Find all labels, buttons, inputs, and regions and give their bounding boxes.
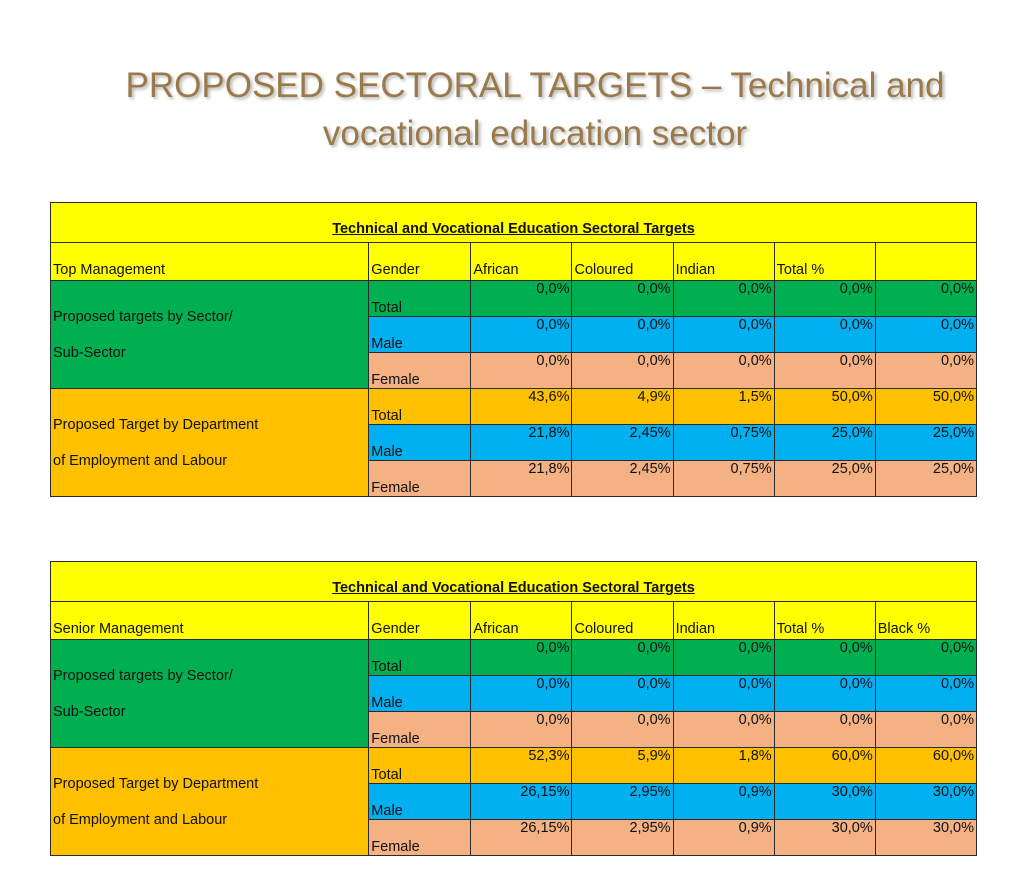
value-cell: 0,0% [774,353,875,389]
gender-cell: Male [369,425,471,461]
value-cell: 1,8% [673,748,774,784]
value-cell: 0,75% [673,461,774,497]
value-cell: 0,75% [673,425,774,461]
column-header-management-level: Top Management [51,243,369,281]
value-cell: 0,0% [875,317,976,353]
column-header-coloured: Coloured [572,243,673,281]
value-cell: 0,0% [673,712,774,748]
gender-cell: Male [369,676,471,712]
column-header-gender: Gender [369,602,471,640]
senior-management-targets-table [50,561,977,856]
value-cell: 2,95% [572,784,673,820]
value-cell: 0,0% [774,281,875,317]
value-cell: 0,0% [471,353,572,389]
gender-cell: Total [369,389,471,425]
value-cell: 30,0% [875,820,976,856]
value-cell: 2,95% [572,820,673,856]
value-cell: 0,0% [774,676,875,712]
column-header-empty [875,243,976,281]
column-header-black-percent: Black % [875,602,976,640]
value-cell: 0,0% [572,676,673,712]
gender-cell: Male [369,317,471,353]
value-cell: 2,45% [572,461,673,497]
table-title: Technical and Vocational Education Sectoral Targets [51,203,977,243]
row-group-label-line-2: of Employment and Labour [53,452,228,469]
row-group-label [51,748,369,856]
value-cell: 0,0% [673,281,774,317]
table-row [51,640,977,676]
column-header-indian: Indian [673,602,774,640]
value-cell: 60,0% [875,748,976,784]
row-group-label [51,640,369,748]
value-cell: 0,0% [471,317,572,353]
value-cell: 30,0% [774,820,875,856]
row-group-label [51,281,369,389]
value-cell: 21,8% [471,425,572,461]
value-cell: 30,0% [774,784,875,820]
value-cell: 4,9% [572,389,673,425]
gender-cell: Female [369,461,471,497]
table-row [51,748,977,784]
column-header-total-percent: Total % [774,243,875,281]
row-group-label-line-1: Proposed targets by Sector/ [53,667,233,684]
page-title-line-2: vocational education sector [322,114,748,153]
value-cell: 43,6% [471,389,572,425]
value-cell: 25,0% [774,425,875,461]
table-title: Technical and Vocational Education Sectoral Targets [51,562,977,602]
value-cell: 0,0% [572,281,673,317]
value-cell: 50,0% [875,389,976,425]
table-row [51,281,977,317]
column-header-african: African [471,602,572,640]
value-cell: 0,0% [673,353,774,389]
value-cell: 1,5% [673,389,774,425]
gender-cell: Female [369,820,471,856]
column-header-management-level: Senior Management [51,602,369,640]
value-cell: 0,0% [471,281,572,317]
column-header-gender: Gender [369,243,471,281]
value-cell: 0,0% [673,640,774,676]
value-cell: 0,0% [875,281,976,317]
gender-cell: Total [369,281,471,317]
value-cell: 0,9% [673,784,774,820]
gender-cell: Total [369,748,471,784]
row-group-label-line-1: Proposed targets by Sector/ [53,308,233,325]
value-cell: 0,0% [774,712,875,748]
top-management-targets-table [50,202,977,497]
value-cell: 0,0% [572,712,673,748]
column-header-total-percent: Total % [774,602,875,640]
column-header-indian: Indian [673,243,774,281]
value-cell: 0,0% [875,353,976,389]
value-cell: 60,0% [774,748,875,784]
value-cell: 0,0% [774,640,875,676]
value-cell: 0,0% [572,317,673,353]
value-cell: 0,0% [673,317,774,353]
value-cell: 0,9% [673,820,774,856]
gender-cell: Female [369,712,471,748]
value-cell: 52,3% [471,748,572,784]
value-cell: 25,0% [875,425,976,461]
value-cell: 2,45% [572,425,673,461]
row-group-label-line-2: Sub-Sector [53,344,126,361]
value-cell: 26,15% [471,784,572,820]
gender-cell: Total [369,640,471,676]
value-cell: 26,15% [471,820,572,856]
row-group-label-line-1: Proposed Target by Department [53,775,259,792]
table-row [51,389,977,425]
value-cell: 0,0% [471,712,572,748]
value-cell: 0,0% [471,676,572,712]
value-cell: 0,0% [572,640,673,676]
column-header-coloured: Coloured [572,602,673,640]
value-cell: 30,0% [875,784,976,820]
table-header-row [51,602,977,640]
gender-cell: Female [369,353,471,389]
value-cell: 25,0% [774,461,875,497]
row-group-label-line-1: Proposed Target by Department [53,416,259,433]
page-title [60,62,1010,158]
value-cell: 0,0% [774,317,875,353]
value-cell: 0,0% [875,676,976,712]
table-header-row [51,243,977,281]
gender-cell: Male [369,784,471,820]
value-cell: 0,0% [572,353,673,389]
value-cell: 0,0% [875,712,976,748]
value-cell: 5,9% [572,748,673,784]
value-cell: 21,8% [471,461,572,497]
row-group-label-line-2: of Employment and Labour [53,811,228,828]
value-cell: 50,0% [774,389,875,425]
value-cell: 0,0% [673,676,774,712]
row-group-label-line-2: Sub-Sector [53,703,126,720]
value-cell: 0,0% [471,640,572,676]
page-title-line-1: PROPOSED SECTORAL TARGETS – Technical and [125,66,945,105]
row-group-label [51,389,369,497]
value-cell: 25,0% [875,461,976,497]
value-cell: 0,0% [875,640,976,676]
column-header-african: African [471,243,572,281]
